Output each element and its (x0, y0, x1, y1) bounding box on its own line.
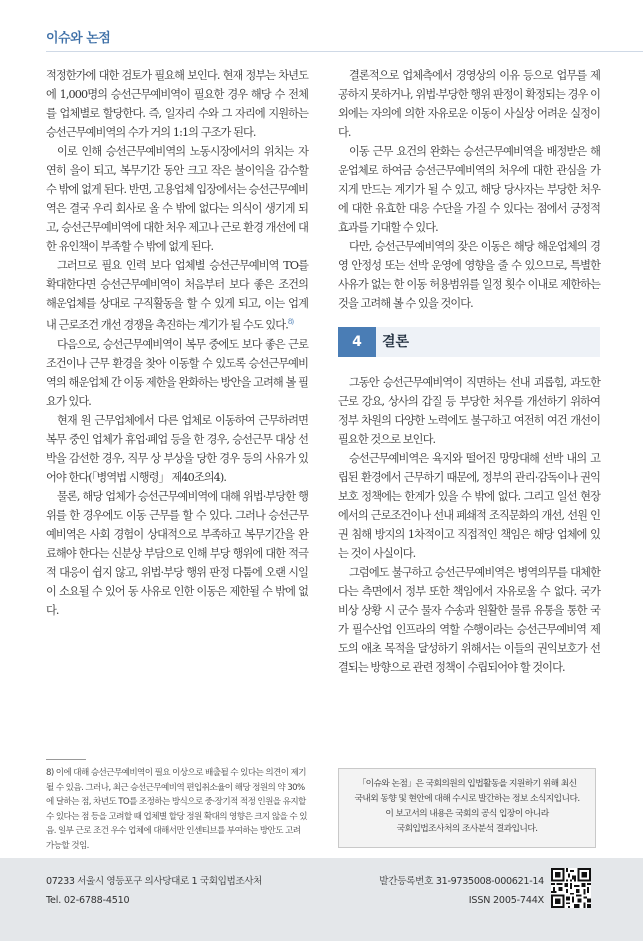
notice-line: 국회입법조사처의 조사분석 결과입니다. (396, 824, 538, 834)
footnote-number: 8) (46, 768, 54, 778)
section-heading (338, 327, 600, 357)
header-title: 이슈와 논점 (46, 31, 111, 46)
footnote-marker[interactable]: 8) (287, 318, 294, 326)
section-title: 결론 (382, 334, 410, 350)
paragraph: 그럼에도 불구하고 승선근무예비역은 병역의무를 대체한다는 측면에서 정부 또한 책임에서 자유로울 수 없다. 국가 비상 상황 시 군수 물자 수송과 원활한 물류 유통을 통한 국가 필수산업 인프라의 역할 수행이라는 승선근무예비역 제도의 애초 목적을 달성하기 위해서는 이들의 권익보호가 선결되는 방향으로 관련 정책이 수립되어야 할 것이다. (338, 566, 600, 674)
paragraph-text: 그러므로 필요 인력 보다 업체별 승선근무예비역 TO를 확대한다면 승선근무예비역이 처음부터 보다 좋은 조건의 해운업체를 상대로 구직활동을 할 수 있게 되고, 이는 업계 내 근로조건 개선 경쟁을 촉진하는 계기가 될 수도 있다. (46, 259, 308, 332)
paragraph: 현재 원 근무업체에서 다른 업체로 이동하여 근무하려면 복무 중인 업체가 휴업·폐업 등을 한 경우, 승선근무 대상 선박을 감선한 경우, 직무 상 부상을 당한 경우 등의 사유가 있어야 한다(「병역법 시행령」 제40조의4). (46, 413, 308, 484)
notice-line: 이 보고서의 내용은 국회의 공식 입장이 아니라 (385, 809, 549, 819)
paragraph: 결론적으로 업체측에서 경영상의 이유 등으로 업무를 제공하지 못하거나, 위법·부당한 행위 판정이 확정되는 경우 이외에는 자의에 의한 자유로운 이동이 사실상 어려운 실정이다. (338, 69, 600, 139)
paragraph (46, 256, 308, 335)
footer-phone: Tel. 02-6788-4510 (46, 895, 130, 906)
right-column (338, 66, 600, 677)
left-column (46, 66, 308, 620)
footnote (46, 766, 308, 853)
notice-box (338, 768, 596, 848)
footnote-divider (46, 759, 86, 760)
paragraph: 그동안 승선근무예비역이 직면하는 선내 괴롭힘, 과도한 근로 강요, 상사의 갑질 등 부당한 처우를 개선하기 위하여 정부 차원의 다양한 노력에도 불구하고 여전히 여건 개선이 필요한 것으로 보인다. (338, 376, 600, 446)
paragraph: 다만, 승선근무예비역의 잦은 이동은 해당 해운업체의 경영 안정성 또는 선박 운영에 영향을 줄 수 있으므로, 특별한 사유가 없는 한 이동 허용범위를 일정 횟수 이내로 제한하는 것을 고려해 볼 수 있을 것이다. (338, 240, 600, 310)
paragraph: 다음으로, 승선근무예비역이 복무 중에도 보다 좋은 근로 조건이나 근무 환경을 찾아 이동할 수 있도록 승선근무예비역의 해운업체 간 이동 제한을 완화하는 방안을 고려해 볼 필요가 있다. (46, 337, 308, 408)
footnote-text: 이에 대해 승선근무예비역이 필요 이상으로 배출될 수 있다는 의견이 제기될 수 있음. 그러나, 최근 승선근무예비역 편입취소율이 해당 정원의 약 30%에 달하는 점, 차년도 TO를 조정하는 방식으로 중·장기적 적정 인원을 유지할 수 있다는 점 등을 고려할 때 업체별 할당 정원 확대의 영향은 크지 않을 수 있음. 일부 근로 조건 우수 업체에 대해서만 인센티브를 부여하는 방안도 고려 가능할 것임. (46, 768, 307, 851)
section-number: 4 (338, 327, 376, 357)
header-divider (46, 51, 643, 52)
paragraph: 승선근무예비역은 육지와 떨어진 망망대해 선박 내의 고립된 환경에서 근무하기 때문에, 정부의 관리·감독이나 권익보호 정책에는 한계가 있을 수 밖에 없다. 그리고 일선 현장에서의 근로조건이나 선내 폐쇄적 조직문화의 개선, 선원 인권 침해 방지의 1차적이고 직접적인 책임은 해당 업체에 있는 것이 사실이다. (338, 452, 600, 560)
notice-line: 「이슈와 논점」은 국회의원의 입법활동을 지원하기 위해 최신 (357, 779, 577, 789)
notice-line: 국내외 동향 및 현안에 대해 수시로 발간하는 정보 소식지입니다. (354, 794, 580, 804)
paragraph: 이로 인해 승선근무예비역의 노동시장에서의 위치는 자연히 을이 되고, 복무기간 동안 크고 작은 불이익을 감수할 수 밖에 없게 된다. 반면, 고용업체 입장에서는 승선근무예비역은 결국 우리 회사로 올 수 밖에 없다는 의식이 생기게 되고, 승선근무예비역에 대한 처우 제고나 근로 환경 개선에 대한 유인책이 부족할 수 밖에 없게 된다. (46, 145, 308, 253)
paragraph: 적정한가에 대한 검토가 필요해 보인다. 현재 정부는 차년도에 1,000명의 승선근무예비역이 필요한 경우 해당 수 전체를 업체별로 할당한다. 즉, 일자리 수와 그 자리에 지원하는 승선근무예비역의 수가 거의 1:1의 구조가 된다. (46, 69, 308, 139)
paragraph: 물론, 해당 업체가 승선근무예비역에 대해 위법·부당한 행위를 한 경우에도 이동 근무를 할 수 있다. 그러나 승선근무예비역은 사회 경험이 상대적으로 부족하고 복무기간을 완료해야 한다는 신분상 부담으로 인해 부당 행위에 대한 적극적 대응이 쉽지 않고, 위법·부당 행위 판정 다툼에 오랜 시일이 소요될 수 있어 동 사유로 인한 이동은 제한될 수 밖에 없다. (46, 489, 308, 617)
page-footer (0, 858, 643, 941)
footer-registration-number: 발간등록번호 31-9735008-000621-14 (379, 876, 544, 887)
footer-issn: ISSN 2005-744X (468, 895, 544, 906)
paragraph: 이동 근무 요건의 완화는 승선근무예비역을 배정받은 해운업체로 하여금 승선근무예비역의 처우에 대한 관심을 가지게 만드는 계기가 될 수 있고, 해당 당사자는 부당한 처우에 대한 유효한 대응 수단을 가질 수 있다는 점에서 긍정적 효과를 기대할 수 있다. (338, 145, 600, 234)
page-header (0, 0, 643, 58)
qr-code-icon[interactable] (551, 868, 591, 908)
footer-address: 07233 서울시 영등포구 의사당대로 1 국회입법조사처 (46, 876, 262, 887)
